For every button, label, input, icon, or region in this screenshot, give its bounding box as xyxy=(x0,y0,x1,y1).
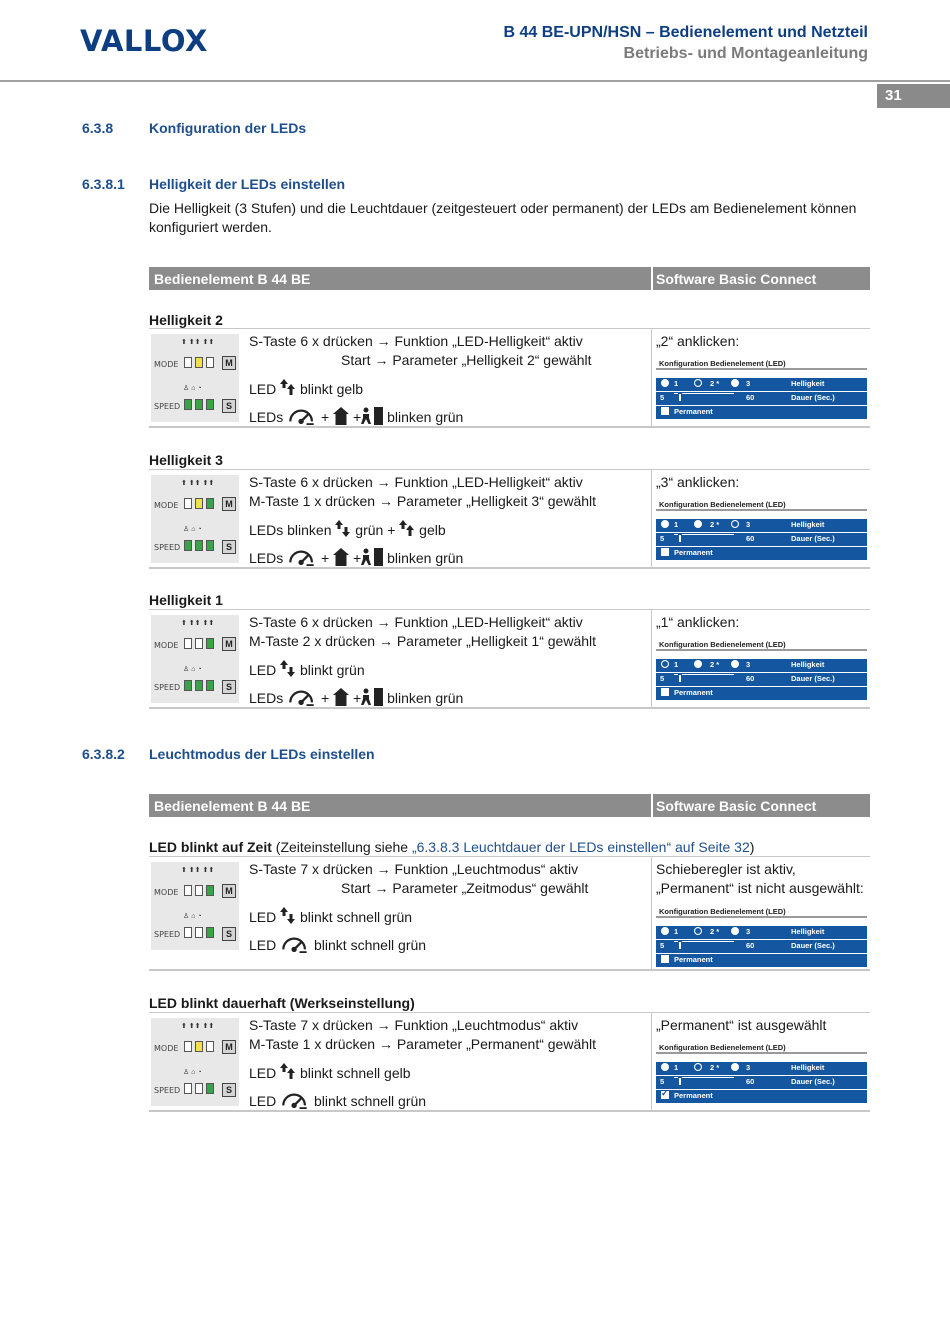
software-instruction: „3“ anklicken: xyxy=(656,474,740,490)
brightness-row xyxy=(656,659,867,672)
row-title xyxy=(149,312,223,328)
speed-symbols-icon: ♙ ⌂ ◔ xyxy=(183,1069,202,1076)
permanent-row xyxy=(656,954,867,967)
permanent-row xyxy=(656,687,867,700)
speed-symbols-icon: ♙ ⌂ ◔ xyxy=(183,526,202,533)
config-title: Konfiguration Bedienelement (LED) xyxy=(656,1041,867,1054)
duration-label: Dauer (Sec.) xyxy=(791,393,835,402)
plus-sign: + xyxy=(321,550,330,566)
page-number: 31 xyxy=(877,84,950,108)
permanent-checkbox[interactable] xyxy=(661,407,669,415)
instruction-text: blinkt schnell grün xyxy=(314,937,427,953)
mode-label: MODE xyxy=(154,641,179,650)
instruction-line-3 xyxy=(249,379,363,399)
s-key: S xyxy=(222,680,236,694)
table-header-mode xyxy=(149,794,870,817)
instruction-text: LEDs xyxy=(249,409,284,425)
column-divider xyxy=(651,610,652,707)
table-header-brightness xyxy=(149,267,870,290)
brightness-radio-3[interactable] xyxy=(731,927,739,935)
section-number-6382: 6.3.8.2 xyxy=(82,746,125,762)
brightness-radio-1[interactable] xyxy=(661,927,669,935)
duration-min: 5 xyxy=(660,534,665,543)
instruction-line-3 xyxy=(249,907,412,927)
mode-led xyxy=(206,638,214,649)
brightness-label: Helligkeit xyxy=(791,1063,825,1072)
option-1-label: 1 xyxy=(674,1063,679,1072)
row-title-text: LED blinkt auf Zeit xyxy=(149,839,272,855)
mode-led xyxy=(206,885,214,896)
led-config-widget xyxy=(656,638,867,700)
brightness-radio-2[interactable] xyxy=(694,1063,702,1071)
speed-symbols-icon: ♙ ⌂ ◔ xyxy=(183,666,202,673)
arrows-up-up-icon xyxy=(280,1063,296,1081)
instruction-line-4 xyxy=(249,548,463,568)
speed-symbols-icon: ♙ ⌂ ◔ xyxy=(183,913,202,920)
house-icon xyxy=(333,548,349,566)
speed-led xyxy=(184,399,192,410)
vallox-logo: VALLOX xyxy=(80,24,208,58)
duration-label: Dauer (Sec.) xyxy=(791,674,835,683)
duration-row xyxy=(656,673,867,686)
brightness-radio-1[interactable] xyxy=(661,379,669,387)
option-3-label: 3 xyxy=(746,520,751,529)
brightness-radio-3[interactable] xyxy=(731,1063,739,1071)
led-config-widget xyxy=(656,1041,867,1103)
page-header xyxy=(0,0,950,82)
brightness-label: Helligkeit xyxy=(791,379,825,388)
instruction-line-4 xyxy=(249,1091,426,1111)
option-1-label: 1 xyxy=(674,927,679,936)
s-key: S xyxy=(222,540,236,554)
software-instruction: „2“ anklicken: xyxy=(656,333,740,349)
mode-symbols-icon: ⬆ ⬆⬆ ⬆⬆ xyxy=(181,867,215,874)
plus-sign: + xyxy=(352,550,362,566)
section-title-6381: Helligkeit der LEDs einstellen xyxy=(149,176,346,192)
speed-led xyxy=(184,680,192,691)
duration-slider-track[interactable] xyxy=(674,393,734,394)
m-key: M xyxy=(222,356,236,370)
table-header-right: Software Basic Connect xyxy=(656,271,817,287)
instruction-text: blinkt gelb xyxy=(300,381,364,397)
row-title-end: ) xyxy=(749,839,755,855)
control-panel-illustration xyxy=(151,334,239,422)
permanent-label: Permanent xyxy=(674,548,713,557)
m-key: M xyxy=(222,497,236,511)
duration-max: 60 xyxy=(746,393,755,402)
mode-led xyxy=(206,1041,214,1052)
duration-max: 60 xyxy=(746,941,755,950)
led-config-widget xyxy=(656,357,867,419)
control-panel-illustration xyxy=(151,1018,239,1106)
instruction-line-2: Start → Parameter „Zeitmodus“ gewählt xyxy=(341,880,589,896)
instruction-line-4 xyxy=(249,688,463,708)
table-row xyxy=(149,1012,870,1112)
instruction-line-4 xyxy=(249,935,426,955)
instruction-line-2: M-Taste 2 x drücken → Parameter „Helligkeit 1“ gewählt xyxy=(249,633,597,649)
duration-slider-track[interactable] xyxy=(674,674,734,675)
table-header-divider xyxy=(651,267,653,290)
mode-led xyxy=(184,638,192,649)
config-title: Konfiguration Bedienelement (LED) xyxy=(656,357,867,370)
mode-label: MODE xyxy=(154,360,179,369)
brightness-label: Helligkeit xyxy=(791,660,825,669)
speed-symbols-icon: ♙ ⌂ ◔ xyxy=(183,385,202,392)
arrows-up-up-icon xyxy=(399,520,415,538)
led-config-widget xyxy=(656,905,867,967)
option-1-label: 1 xyxy=(674,379,679,388)
duration-max: 60 xyxy=(746,534,755,543)
software-instruction: „Permanent“ ist ausgewählt xyxy=(656,1017,827,1033)
option-3-label: 3 xyxy=(746,927,751,936)
arrows-up-up-icon xyxy=(280,379,296,397)
person-icon xyxy=(361,407,383,425)
permanent-label: Permanent xyxy=(674,1091,713,1100)
duration-row xyxy=(656,1076,867,1089)
instruction-line-1: S-Taste 6 x drücken → Funktion „LED-Helligkeit“ aktiv xyxy=(249,614,583,630)
instruction-text: blinkt schnell grün xyxy=(300,909,413,925)
column-divider xyxy=(651,329,652,426)
instruction-text: gelb xyxy=(419,522,446,538)
gauge-icon xyxy=(280,935,310,953)
brightness-radio-1[interactable] xyxy=(661,520,669,528)
column-divider xyxy=(651,1013,652,1110)
duration-slider-track[interactable] xyxy=(674,941,734,942)
instruction-text: LED xyxy=(249,937,277,953)
instruction-line-2: Start → Parameter „Helligkeit 2“ gewählt xyxy=(341,352,592,368)
house-icon xyxy=(333,688,349,706)
plus-sign: + xyxy=(352,690,362,706)
control-panel-illustration xyxy=(151,615,239,703)
table-header-left: Bedienelement B 44 BE xyxy=(154,798,311,814)
duration-label: Dauer (Sec.) xyxy=(791,941,835,950)
mode-symbols-icon: ⬆ ⬆⬆ ⬆⬆ xyxy=(181,1023,215,1030)
duration-slider-knob[interactable] xyxy=(678,534,682,543)
brightness-row xyxy=(656,378,867,391)
speed-label: SPEED xyxy=(154,543,181,552)
m-key: M xyxy=(222,884,236,898)
mode-label: MODE xyxy=(154,1044,179,1053)
speed-label: SPEED xyxy=(154,683,181,692)
duration-slider-track[interactable] xyxy=(674,1077,734,1078)
mode-label: MODE xyxy=(154,501,179,510)
mode-led xyxy=(206,498,214,509)
software-instruction: Schieberegler ist aktiv, „Permanent“ ist nicht ausgewählt: xyxy=(656,861,864,896)
column-divider xyxy=(651,470,652,567)
row-title xyxy=(149,995,415,1011)
brightness-radio-3[interactable] xyxy=(731,660,739,668)
duration-slider-knob[interactable] xyxy=(678,941,682,950)
instruction-line-3 xyxy=(249,660,365,680)
section-title-6382: Leuchtmodus der LEDs einstellen xyxy=(149,746,375,762)
instruction-line-1: S-Taste 6 x drücken → Funktion „LED-Helligkeit“ aktiv xyxy=(249,474,583,490)
brightness-label: Helligkeit xyxy=(791,927,825,936)
speed-led xyxy=(206,399,214,410)
duration-slider-knob[interactable] xyxy=(678,393,682,402)
brightness-row xyxy=(656,926,867,939)
instruction-text: blinkt schnell grün xyxy=(314,1093,427,1109)
instruction-text: LEDs xyxy=(249,550,284,566)
instruction-text: LEDs blinken xyxy=(249,522,332,538)
permanent-checkbox[interactable] xyxy=(661,548,669,556)
row-title xyxy=(149,839,754,855)
gauge-icon xyxy=(287,548,317,566)
permanent-label: Permanent xyxy=(674,688,713,697)
config-title: Konfiguration Bedienelement (LED) xyxy=(656,638,867,651)
person-icon xyxy=(361,548,383,566)
m-key: M xyxy=(222,1040,236,1054)
speed-label: SPEED xyxy=(154,402,181,411)
duration-row xyxy=(656,392,867,405)
option-3-label: 3 xyxy=(746,379,751,388)
table-header-left: Bedienelement B 44 BE xyxy=(154,271,311,287)
option-2-label: 2 * xyxy=(710,660,720,669)
duration-slider-track[interactable] xyxy=(674,534,734,535)
table-row xyxy=(149,856,870,971)
instruction-line-1: S-Taste 7 x drücken → Funktion „Leuchtmodus“ aktiv xyxy=(249,1017,579,1033)
speed-led xyxy=(206,540,214,551)
mode-symbols-icon: ⬆ ⬆⬆ ⬆⬆ xyxy=(181,339,215,346)
instruction-line-4 xyxy=(249,407,463,427)
section-title-638: Konfiguration der LEDs xyxy=(149,120,307,136)
brightness-radio-2[interactable] xyxy=(694,520,702,528)
permanent-checkbox[interactable] xyxy=(661,955,669,963)
brightness-row xyxy=(656,519,867,532)
speed-led xyxy=(184,927,192,938)
software-instruction: „1“ anklicken: xyxy=(656,614,740,630)
table-row xyxy=(149,469,870,569)
brightness-radio-2[interactable] xyxy=(694,660,702,668)
instruction-line-1: S-Taste 7 x drücken → Funktion „Leuchtmodus“ aktiv xyxy=(249,861,579,877)
plus-sign: + xyxy=(352,409,362,425)
row-title-text: LED blinkt dauerhaft (Werkseinstellung) xyxy=(149,995,415,1011)
duration-min: 5 xyxy=(660,1077,665,1086)
house-icon xyxy=(333,407,349,425)
mode-symbols-icon: ⬆ ⬆⬆ ⬆⬆ xyxy=(181,480,215,487)
table-row xyxy=(149,609,870,709)
option-2-label: 2 * xyxy=(710,927,720,936)
speed-led xyxy=(195,1083,203,1094)
speed-led xyxy=(206,1083,214,1094)
speed-led xyxy=(206,680,214,691)
duration-max: 60 xyxy=(746,1077,755,1086)
option-3-label: 3 xyxy=(746,660,751,669)
duration-slider-knob[interactable] xyxy=(678,1077,682,1086)
column-divider xyxy=(651,857,652,969)
brightness-row xyxy=(656,1062,867,1075)
mode-led xyxy=(195,498,203,509)
instruction-text: LEDs xyxy=(249,690,284,706)
permanent-row xyxy=(656,406,867,419)
row-title-text: Helligkeit 1 xyxy=(149,592,223,608)
instruction-text: blinken grün xyxy=(387,550,464,566)
mode-led xyxy=(184,357,192,368)
option-1-label: 1 xyxy=(674,660,679,669)
instruction-line-2: M-Taste 1 x drücken → Parameter „Permanent“ gewählt xyxy=(249,1036,597,1052)
brightness-radio-1[interactable] xyxy=(661,1063,669,1071)
section-number-6381: 6.3.8.1 xyxy=(82,176,125,192)
person-icon xyxy=(361,688,383,706)
duration-min: 5 xyxy=(660,941,665,950)
row-title-note: (Zeiteinstellung siehe xyxy=(271,839,412,855)
brightness-radio-2[interactable] xyxy=(694,379,702,387)
duration-label: Dauer (Sec.) xyxy=(791,1077,835,1086)
m-key: M xyxy=(222,637,236,651)
duration-max: 60 xyxy=(746,674,755,683)
instruction-text: LED xyxy=(249,662,277,678)
s-key: S xyxy=(222,927,236,941)
mode-symbols-icon: ⬆ ⬆⬆ ⬆⬆ xyxy=(181,620,215,627)
duration-row xyxy=(656,533,867,546)
led-config-widget xyxy=(656,498,867,560)
instruction-line-3 xyxy=(249,520,446,540)
control-panel-illustration xyxy=(151,475,239,563)
mode-led xyxy=(195,885,203,896)
mode-led xyxy=(195,1041,203,1052)
mode-led xyxy=(206,357,214,368)
row-title-text: Helligkeit 2 xyxy=(149,312,223,328)
document-subtitle: Betriebs- und Montageanleitung xyxy=(623,45,868,62)
brightness-radio-1[interactable] xyxy=(661,660,669,668)
section-number: 6.3.8 xyxy=(82,120,114,136)
permanent-checkbox[interactable] xyxy=(661,688,669,696)
arrows-up-down-icon xyxy=(280,660,296,678)
row-title-text: Helligkeit 3 xyxy=(149,452,223,468)
speed-led xyxy=(184,1083,192,1094)
speed-label: SPEED xyxy=(154,1086,181,1095)
instruction-text: LED xyxy=(249,381,277,397)
instruction-text: blinkt schnell gelb xyxy=(300,1065,411,1081)
instruction-text: blinken grün xyxy=(387,409,464,425)
instruction-text: grün + xyxy=(355,522,396,538)
permanent-row xyxy=(656,547,867,560)
document-title: B 44 BE-UPN/HSN – Bedienelement und Netzteil xyxy=(503,24,868,41)
speed-led xyxy=(195,540,203,551)
table-row xyxy=(149,328,870,428)
speed-led xyxy=(206,927,214,938)
duration-row xyxy=(656,940,867,953)
instruction-line-2: M-Taste 1 x drücken → Parameter „Helligkeit 3“ gewählt xyxy=(249,493,597,509)
speed-label: SPEED xyxy=(154,930,181,939)
option-1-label: 1 xyxy=(674,520,679,529)
instruction-text: blinkt grün xyxy=(300,662,365,678)
option-2-label: 2 * xyxy=(710,1063,720,1072)
brightness-radio-3[interactable] xyxy=(731,379,739,387)
s-key: S xyxy=(222,399,236,413)
instruction-line-1: S-Taste 6 x drücken → Funktion „LED-Helligkeit“ aktiv xyxy=(249,333,583,349)
control-panel-illustration xyxy=(151,862,239,950)
row-title xyxy=(149,452,223,468)
permanent-checkbox[interactable] xyxy=(661,1091,669,1099)
mode-led xyxy=(195,638,203,649)
permanent-label: Permanent xyxy=(674,955,713,964)
instruction-line-3 xyxy=(249,1063,411,1083)
mode-label: MODE xyxy=(154,888,179,897)
mode-led xyxy=(184,498,192,509)
plus-sign: + xyxy=(321,690,330,706)
config-title: Konfiguration Bedienelement (LED) xyxy=(656,498,867,511)
option-2-label: 2 * xyxy=(710,520,720,529)
table-header-right: Software Basic Connect xyxy=(656,798,817,814)
arrows-up-down-icon xyxy=(335,520,351,538)
mode-led xyxy=(184,885,192,896)
instruction-text: blinken grün xyxy=(387,690,464,706)
mode-led xyxy=(195,357,203,368)
arrows-up-down-icon xyxy=(280,907,296,925)
duration-min: 5 xyxy=(660,674,665,683)
brightness-radio-3[interactable] xyxy=(731,520,739,528)
instruction-text: LED xyxy=(249,1065,277,1081)
brightness-radio-2[interactable] xyxy=(694,927,702,935)
duration-label: Dauer (Sec.) xyxy=(791,534,835,543)
mode-led xyxy=(184,1041,192,1052)
gauge-icon xyxy=(287,407,317,425)
speed-led xyxy=(195,680,203,691)
duration-min: 5 xyxy=(660,393,665,402)
row-title xyxy=(149,592,223,608)
gauge-icon xyxy=(287,688,317,706)
config-title: Konfiguration Bedienelement (LED) xyxy=(656,905,867,918)
speed-led xyxy=(195,399,203,410)
permanent-label: Permanent xyxy=(674,407,713,416)
plus-sign: + xyxy=(321,409,330,425)
table-header-divider xyxy=(651,794,653,817)
option-3-label: 3 xyxy=(746,1063,751,1072)
speed-led xyxy=(184,540,192,551)
brightness-label: Helligkeit xyxy=(791,520,825,529)
instruction-text: LED xyxy=(249,1093,277,1109)
option-2-label: 2 * xyxy=(710,379,720,388)
gauge-icon xyxy=(280,1091,310,1109)
speed-led xyxy=(195,927,203,938)
instruction-text: LED xyxy=(249,909,277,925)
s-key: S xyxy=(222,1083,236,1097)
duration-slider-knob[interactable] xyxy=(678,674,682,683)
cross-reference-link[interactable]: „6.3.8.3 Leuchtdauer der LEDs einstellen“ auf Seite 32 xyxy=(411,839,750,855)
permanent-row xyxy=(656,1090,867,1103)
intro-paragraph: Die Helligkeit (3 Stufen) und die Leuchtdauer (zeitgesteuert oder permanent) der LEDs am Bedienelement können konfiguriert werden. xyxy=(149,200,857,235)
